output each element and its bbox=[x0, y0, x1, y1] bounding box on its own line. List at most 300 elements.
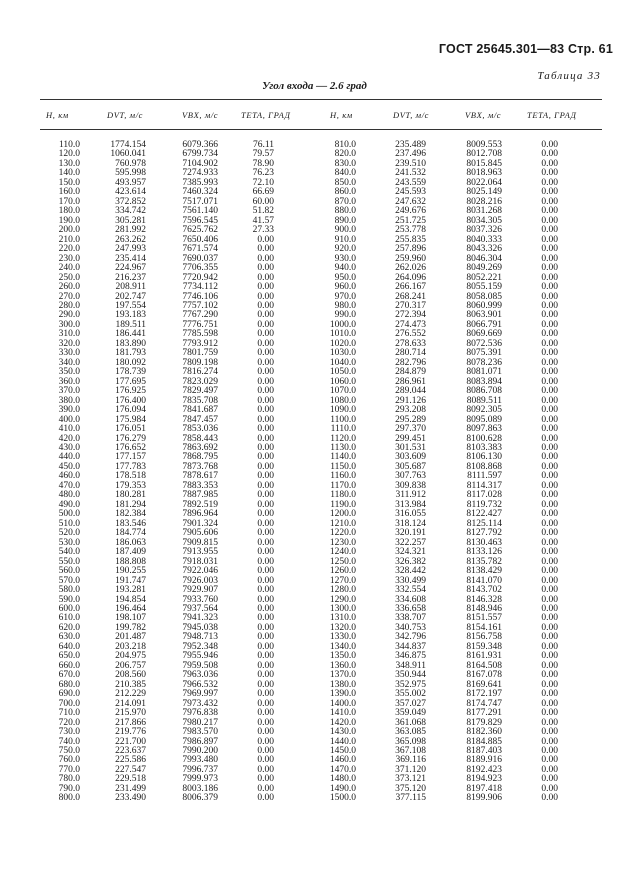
table-cell: 600.0 bbox=[58, 603, 80, 614]
table-cell: 0.00 bbox=[541, 386, 558, 397]
table-cell: 830.0 bbox=[334, 158, 356, 169]
table-cell: 8184.885 bbox=[466, 736, 502, 747]
table-cell: 365.098 bbox=[395, 736, 426, 747]
table-cell: 241.532 bbox=[395, 168, 426, 179]
table-cell: 8169.641 bbox=[466, 679, 502, 690]
table-cell: 0.00 bbox=[541, 708, 558, 719]
table-cell: 194.854 bbox=[115, 594, 146, 605]
table-cell: 8089.511 bbox=[466, 395, 502, 406]
table-cell: 0.00 bbox=[257, 603, 274, 614]
table-cell: 7887.985 bbox=[182, 490, 218, 501]
table-cell: 7937.564 bbox=[182, 603, 218, 614]
table-cell: 0.00 bbox=[541, 679, 558, 690]
table-cell: 202.747 bbox=[115, 291, 146, 302]
table-cell: 359.049 bbox=[395, 708, 426, 719]
table-cell: 373.121 bbox=[395, 774, 426, 785]
table-cell: 0.00 bbox=[257, 452, 274, 463]
table-cell: 0.00 bbox=[541, 755, 558, 766]
table-cell: 0.00 bbox=[541, 490, 558, 501]
table-cell: 8133.126 bbox=[466, 547, 502, 558]
table-cell: 235.489 bbox=[395, 140, 426, 150]
table-cell: 930.0 bbox=[334, 253, 356, 264]
table-cell: 352.975 bbox=[395, 679, 426, 690]
table-cell: 0.00 bbox=[541, 348, 558, 359]
table-cell: 186.063 bbox=[115, 537, 146, 548]
table-cell: 7868.795 bbox=[182, 452, 218, 463]
table-cell: 1250.0 bbox=[329, 556, 356, 567]
table-cell: 7625.762 bbox=[182, 225, 218, 236]
table-cell: 8031.268 bbox=[466, 206, 502, 217]
table-cell: 255.835 bbox=[395, 234, 426, 245]
table-cell: 7873.768 bbox=[182, 461, 218, 472]
table-cell: 183.890 bbox=[115, 338, 146, 349]
table-cell: 0.00 bbox=[541, 689, 558, 700]
table-cell: 1490.0 bbox=[329, 783, 356, 794]
table-cell: 1060.0 bbox=[329, 376, 356, 387]
table-cell: 340.0 bbox=[58, 357, 80, 368]
col-header-dvt-left: DVT, м/с bbox=[107, 110, 144, 120]
table-cell: 0.00 bbox=[257, 783, 274, 794]
table-cell: 282.796 bbox=[395, 357, 426, 368]
table-cell: 8106.130 bbox=[466, 452, 502, 463]
table-cell: 1210.0 bbox=[329, 518, 356, 529]
table-cell: 8092.305 bbox=[466, 405, 502, 416]
table-cell: 8197.418 bbox=[466, 783, 502, 794]
table-cell: 76.11 bbox=[252, 140, 274, 150]
table-cell: 7990.200 bbox=[182, 746, 218, 756]
table-cell: 0.00 bbox=[257, 528, 274, 539]
table-label: Таблица 33 bbox=[537, 70, 601, 82]
table-cell: 309.838 bbox=[395, 480, 426, 491]
table-cell: 0.00 bbox=[541, 291, 558, 302]
table-cell: 8009.553 bbox=[466, 140, 502, 150]
table-cell: 243.559 bbox=[395, 177, 426, 188]
table-cell: 7757.102 bbox=[182, 300, 218, 311]
table-cell: 363.085 bbox=[395, 727, 426, 738]
table-cell: 0.00 bbox=[541, 793, 558, 804]
table-cell: 295.289 bbox=[395, 414, 426, 425]
table-cell: 290.0 bbox=[58, 310, 80, 321]
table-cell: 305.687 bbox=[395, 461, 426, 472]
table-cell: 197.554 bbox=[115, 300, 146, 311]
table-cell: 0.00 bbox=[541, 566, 558, 577]
table-cell: 740.0 bbox=[58, 736, 80, 747]
table-cell: 210.0 bbox=[58, 234, 80, 245]
table-cell: 188.808 bbox=[115, 556, 146, 567]
table-cell: 7650.406 bbox=[182, 234, 218, 245]
table-cell: 342.796 bbox=[395, 632, 426, 643]
table-cell: 270.317 bbox=[395, 300, 426, 311]
table-cell: 8075.391 bbox=[466, 348, 502, 359]
table-cell: 7963.036 bbox=[182, 670, 218, 681]
table-cell: 630.0 bbox=[58, 632, 80, 643]
table-cell: 8111.597 bbox=[467, 471, 502, 482]
table-cell: 650.0 bbox=[58, 651, 80, 662]
table-cell: 193.183 bbox=[115, 310, 146, 321]
table-cell: 233.490 bbox=[115, 793, 146, 804]
table-cell: 7945.038 bbox=[182, 622, 218, 633]
table-cell: 870.0 bbox=[334, 196, 356, 207]
col-vbx-right bbox=[456, 141, 502, 804]
table-cell: 330.499 bbox=[395, 575, 426, 586]
table-cell: 7901.324 bbox=[182, 518, 218, 529]
table-cell: 7776.751 bbox=[182, 319, 218, 330]
table-cell: 0.00 bbox=[541, 594, 558, 605]
header-rule-bottom bbox=[40, 129, 602, 130]
table-cell: 7993.480 bbox=[182, 755, 218, 766]
table-cell: 182.384 bbox=[115, 509, 146, 520]
page-header: ГОСТ 25645.301—83 Стр. 61 bbox=[438, 42, 613, 56]
table-cell: 224.967 bbox=[115, 263, 146, 274]
table-cell: 332.554 bbox=[395, 585, 426, 596]
table-cell: 8063.901 bbox=[466, 310, 502, 321]
table-cell: 326.382 bbox=[395, 556, 426, 567]
table-cell: 219.776 bbox=[115, 727, 146, 738]
table-cell: 1040.0 bbox=[329, 357, 356, 368]
table-cell: 460.0 bbox=[58, 471, 80, 482]
table-cell: 7517.071 bbox=[182, 196, 218, 207]
table-cell: 760.978 bbox=[115, 158, 146, 169]
table-cell: 8049.269 bbox=[466, 263, 502, 274]
table-cell: 180.0 bbox=[58, 206, 80, 217]
table-cell: 27.33 bbox=[252, 225, 274, 236]
col-h-left bbox=[40, 141, 80, 804]
table-cell: 0.00 bbox=[541, 764, 558, 775]
table-cell: 560.0 bbox=[58, 566, 80, 577]
table-cell: 8052.221 bbox=[466, 272, 502, 283]
table-cell: 176.094 bbox=[115, 405, 146, 416]
table-cell: 7274.933 bbox=[182, 168, 218, 179]
table-cell: 8083.894 bbox=[466, 376, 502, 387]
table-cell: 7913.955 bbox=[182, 547, 218, 558]
table-cell: 8122.427 bbox=[466, 509, 502, 520]
table-cell: 179.353 bbox=[115, 480, 146, 491]
table-cell: 140.0 bbox=[58, 168, 80, 179]
table-cell: 0.00 bbox=[257, 490, 274, 501]
table-cell: 8037.326 bbox=[466, 225, 502, 236]
table-cell: 7816.274 bbox=[182, 367, 218, 378]
table-cell: 0.00 bbox=[541, 196, 558, 207]
table-cell: 60.00 bbox=[252, 196, 274, 207]
table-cell: 0.00 bbox=[541, 433, 558, 444]
table-cell: 7941.323 bbox=[182, 613, 218, 624]
table-cell: 7983.570 bbox=[182, 727, 218, 738]
table-cell: 262.026 bbox=[395, 263, 426, 274]
table-cell: 0.00 bbox=[541, 225, 558, 236]
table-cell: 7955.946 bbox=[182, 651, 218, 662]
table-cell: 266.167 bbox=[395, 282, 426, 293]
table-cell: 1470.0 bbox=[329, 764, 356, 775]
table-cell: 1410.0 bbox=[329, 708, 356, 719]
table-cell: 189.511 bbox=[115, 319, 146, 330]
table-cell: 1090.0 bbox=[329, 405, 356, 416]
table-cell: 1320.0 bbox=[329, 622, 356, 633]
table-cell: 610.0 bbox=[58, 613, 80, 624]
table-cell: 7829.497 bbox=[182, 386, 218, 397]
table-cell: 8172.197 bbox=[466, 689, 502, 700]
table-cell: 7976.838 bbox=[182, 708, 218, 719]
table-cell: 760.0 bbox=[58, 755, 80, 766]
table-cell: 0.00 bbox=[541, 622, 558, 633]
table-cell: 8156.758 bbox=[466, 632, 502, 643]
table-cell: 0.00 bbox=[257, 727, 274, 738]
table-cell: 8095.089 bbox=[466, 414, 502, 425]
table-cell: 1270.0 bbox=[329, 575, 356, 586]
table-cell: 0.00 bbox=[541, 376, 558, 387]
table-cell: 990.0 bbox=[334, 310, 356, 321]
table-cell: 357.027 bbox=[395, 698, 426, 709]
table-cell: 7973.432 bbox=[182, 698, 218, 709]
table-cell: 272.394 bbox=[395, 310, 426, 321]
table-cell: 810.0 bbox=[334, 140, 356, 150]
table-cell: 0.00 bbox=[541, 746, 558, 756]
table-cell: 0.00 bbox=[257, 338, 274, 349]
table-cell: 0.00 bbox=[541, 461, 558, 472]
table-cell: 190.0 bbox=[58, 215, 80, 226]
table-cell: 1110.0 bbox=[330, 424, 356, 435]
col-header-teta-left: ТЕТА, ГРАД bbox=[241, 110, 291, 120]
table-cell: 274.473 bbox=[395, 319, 426, 330]
table-cell: 0.00 bbox=[541, 158, 558, 169]
table-cell: 0.00 bbox=[257, 376, 274, 387]
table-cell: 0.00 bbox=[541, 698, 558, 709]
table-cell: 7929.907 bbox=[182, 585, 218, 596]
table-cell: 8018.963 bbox=[466, 168, 502, 179]
table-cell: 1350.0 bbox=[329, 651, 356, 662]
table-cell: 0.00 bbox=[257, 717, 274, 728]
table-cell: 595.998 bbox=[115, 168, 146, 179]
table-cell: 1220.0 bbox=[329, 528, 356, 539]
table-cell: 0.00 bbox=[257, 234, 274, 245]
table-cell: 1240.0 bbox=[329, 547, 356, 558]
table-cell: 7720.942 bbox=[182, 272, 218, 283]
table-cell: 0.00 bbox=[257, 660, 274, 671]
table-cell: 176.400 bbox=[115, 395, 146, 406]
table-cell: 51.82 bbox=[252, 206, 274, 217]
table-cell: 8078.236 bbox=[466, 357, 502, 368]
table-cell: 7785.598 bbox=[182, 329, 218, 340]
table-cell: 229.518 bbox=[115, 774, 146, 785]
table-cell: 177.157 bbox=[115, 452, 146, 463]
table-cell: 201.487 bbox=[115, 632, 146, 643]
table-cell: 0.00 bbox=[541, 509, 558, 520]
table-cell: 0.00 bbox=[541, 443, 558, 453]
table-cell: 320.0 bbox=[58, 338, 80, 349]
table-cell: 7858.443 bbox=[182, 433, 218, 444]
table-cell: 0.00 bbox=[257, 509, 274, 520]
table-cell: 0.00 bbox=[257, 443, 274, 453]
table-cell: 0.00 bbox=[257, 414, 274, 425]
table-cell: 8167.078 bbox=[466, 670, 502, 681]
table-cell: 1160.0 bbox=[330, 471, 356, 482]
table-cell: 0.00 bbox=[257, 244, 274, 255]
table-cell: 178.518 bbox=[115, 471, 146, 482]
table-cell: 410.0 bbox=[58, 424, 80, 435]
table-cell: 8164.508 bbox=[466, 660, 502, 671]
table-cell: 7878.617 bbox=[182, 471, 218, 482]
table-cell: 1330.0 bbox=[329, 632, 356, 643]
table-cell: 0.00 bbox=[257, 480, 274, 491]
table-cell: 1440.0 bbox=[329, 736, 356, 747]
table-cell: 0.00 bbox=[541, 244, 558, 255]
table-cell: 239.510 bbox=[395, 158, 426, 169]
table-cell: 620.0 bbox=[58, 622, 80, 633]
table-cell: 850.0 bbox=[334, 177, 356, 188]
table-cell: 340.753 bbox=[395, 622, 426, 633]
table-cell: 286.961 bbox=[395, 376, 426, 387]
table-cell: 7863.692 bbox=[182, 443, 218, 453]
table-cell: 0.00 bbox=[257, 433, 274, 444]
table-cell: 510.0 bbox=[58, 518, 80, 529]
table-cell: 7959.508 bbox=[182, 660, 218, 671]
col-header-vbx-left: VBX, м/с bbox=[182, 110, 219, 120]
table-cell: 7104.902 bbox=[182, 158, 218, 169]
table-cell: 7690.037 bbox=[182, 253, 218, 264]
table-cell: 1170.0 bbox=[330, 480, 356, 491]
table-cell: 1030.0 bbox=[329, 348, 356, 359]
table-cell: 0.00 bbox=[541, 424, 558, 435]
table-cell: 0.00 bbox=[257, 641, 274, 652]
table-cell: 293.208 bbox=[395, 405, 426, 416]
table-cell: 8194.923 bbox=[466, 774, 502, 785]
table-cell: 297.370 bbox=[395, 424, 426, 435]
table-cell: 0.00 bbox=[257, 755, 274, 766]
table-cell: 1230.0 bbox=[329, 537, 356, 548]
table-cell: 176.925 bbox=[115, 386, 146, 397]
table-cell: 7835.708 bbox=[182, 395, 218, 406]
table-cell: 110.0 bbox=[58, 140, 80, 150]
table-cell: 7966.532 bbox=[182, 679, 218, 690]
table-cell: 300.0 bbox=[58, 319, 80, 330]
table-cell: 338.707 bbox=[395, 613, 426, 624]
table-cell: 0.00 bbox=[257, 310, 274, 321]
table-cell: 8058.085 bbox=[466, 291, 502, 302]
table-cell: 8086.708 bbox=[466, 386, 502, 397]
table-cell: 1200.0 bbox=[329, 509, 356, 520]
table-cell: 940.0 bbox=[334, 263, 356, 274]
table-cell: 7385.993 bbox=[182, 177, 218, 188]
table-cell: 0.00 bbox=[257, 518, 274, 529]
table-cell: 176.652 bbox=[115, 443, 146, 453]
col-header-h-left: H, км bbox=[46, 110, 69, 120]
table-cell: 7841.687 bbox=[182, 405, 218, 416]
table-cell: 8025.149 bbox=[466, 187, 502, 198]
table-cell: 0.00 bbox=[257, 357, 274, 368]
table-cell: 8138.429 bbox=[466, 566, 502, 577]
table-cell: 8179.829 bbox=[466, 717, 502, 728]
table-cell: 291.126 bbox=[395, 395, 426, 406]
table-cell: 1400.0 bbox=[329, 698, 356, 709]
table-cell: 348.911 bbox=[395, 660, 426, 671]
table-cell: 0.00 bbox=[541, 338, 558, 349]
table-cell: 0.00 bbox=[257, 424, 274, 435]
table-cell: 380.0 bbox=[58, 395, 80, 406]
table-cell: 7847.457 bbox=[182, 414, 218, 425]
table-cell: 1480.0 bbox=[329, 774, 356, 785]
table-cell: 0.00 bbox=[257, 291, 274, 302]
table-cell: 372.852 bbox=[115, 196, 146, 207]
table-cell: 8154.161 bbox=[466, 622, 502, 633]
table-cell: 249.676 bbox=[395, 206, 426, 217]
table-cell: 0.00 bbox=[257, 575, 274, 586]
table-cell: 1280.0 bbox=[329, 585, 356, 596]
table-cell: 199.782 bbox=[115, 622, 146, 633]
table-cell: 307.763 bbox=[395, 471, 426, 482]
table-cell: 0.00 bbox=[257, 471, 274, 482]
table-cell: 640.0 bbox=[58, 641, 80, 652]
table-cell: 423.614 bbox=[115, 187, 146, 198]
table-cell: 221.700 bbox=[115, 736, 146, 747]
col-header-dvt-right: DVT, м/с bbox=[393, 110, 430, 120]
table-cell: 0.00 bbox=[257, 793, 274, 804]
table-cell: 7823.029 bbox=[182, 376, 218, 387]
table-cell: 0.00 bbox=[257, 319, 274, 330]
table-cell: 259.960 bbox=[395, 253, 426, 264]
table-cell: 0.00 bbox=[257, 689, 274, 700]
table-cell: 0.00 bbox=[257, 395, 274, 406]
table-cell: 1450.0 bbox=[329, 746, 356, 756]
table-cell: 1020.0 bbox=[329, 338, 356, 349]
table-cell: 227.547 bbox=[115, 764, 146, 775]
table-cell: 0.00 bbox=[541, 300, 558, 311]
table-cell: 770.0 bbox=[58, 764, 80, 775]
table-cell: 970.0 bbox=[334, 291, 356, 302]
table-cell: 260.0 bbox=[58, 282, 80, 293]
table-cell: 0.00 bbox=[257, 594, 274, 605]
table-cell: 1190.0 bbox=[330, 499, 356, 510]
table-cell: 0.00 bbox=[541, 774, 558, 785]
table-cell: 520.0 bbox=[58, 528, 80, 539]
table-cell: 0.00 bbox=[541, 414, 558, 425]
col-header-h-right: H, км bbox=[330, 110, 353, 120]
table-cell: 0.00 bbox=[257, 679, 274, 690]
table-cell: 220.0 bbox=[58, 244, 80, 255]
table-cell: 0.00 bbox=[541, 471, 558, 482]
table-cell: 0.00 bbox=[541, 670, 558, 681]
table-cell: 0.00 bbox=[541, 736, 558, 747]
table-cell: 8199.906 bbox=[466, 793, 502, 804]
table-cell: 183.546 bbox=[115, 518, 146, 529]
table-cell: 0.00 bbox=[257, 547, 274, 558]
table-cell: 0.00 bbox=[541, 603, 558, 614]
table-cell: 370.0 bbox=[58, 386, 80, 397]
table-cell: 1300.0 bbox=[329, 603, 356, 614]
table-cell: 193.281 bbox=[115, 585, 146, 596]
table-cell: 1070.0 bbox=[329, 386, 356, 397]
table-cell: 0.00 bbox=[541, 177, 558, 188]
table-cell: 7922.046 bbox=[182, 566, 218, 577]
table-cell: 150.0 bbox=[58, 177, 80, 188]
table-cell: 184.774 bbox=[115, 528, 146, 539]
table-cell: 1130.0 bbox=[330, 443, 356, 453]
table-cell: 8028.216 bbox=[466, 196, 502, 207]
table-cell: 720.0 bbox=[58, 717, 80, 728]
table-cell: 0.00 bbox=[541, 537, 558, 548]
table-cell: 710.0 bbox=[58, 708, 80, 719]
table-cell: 1060.041 bbox=[110, 149, 146, 160]
table-cell: 960.0 bbox=[334, 282, 356, 293]
table-cell: 280.0 bbox=[58, 300, 80, 311]
table-cell: 8117.028 bbox=[466, 490, 502, 501]
table-cell: 950.0 bbox=[334, 272, 356, 283]
table-cell: 480.0 bbox=[58, 490, 80, 501]
table-cell: 318.124 bbox=[395, 518, 426, 529]
table-cell: 289.044 bbox=[395, 386, 426, 397]
col-dvt-left bbox=[100, 141, 146, 804]
table-cell: 8127.792 bbox=[466, 528, 502, 539]
table-cell: 8060.999 bbox=[466, 300, 502, 311]
table-cell: 550.0 bbox=[58, 556, 80, 567]
